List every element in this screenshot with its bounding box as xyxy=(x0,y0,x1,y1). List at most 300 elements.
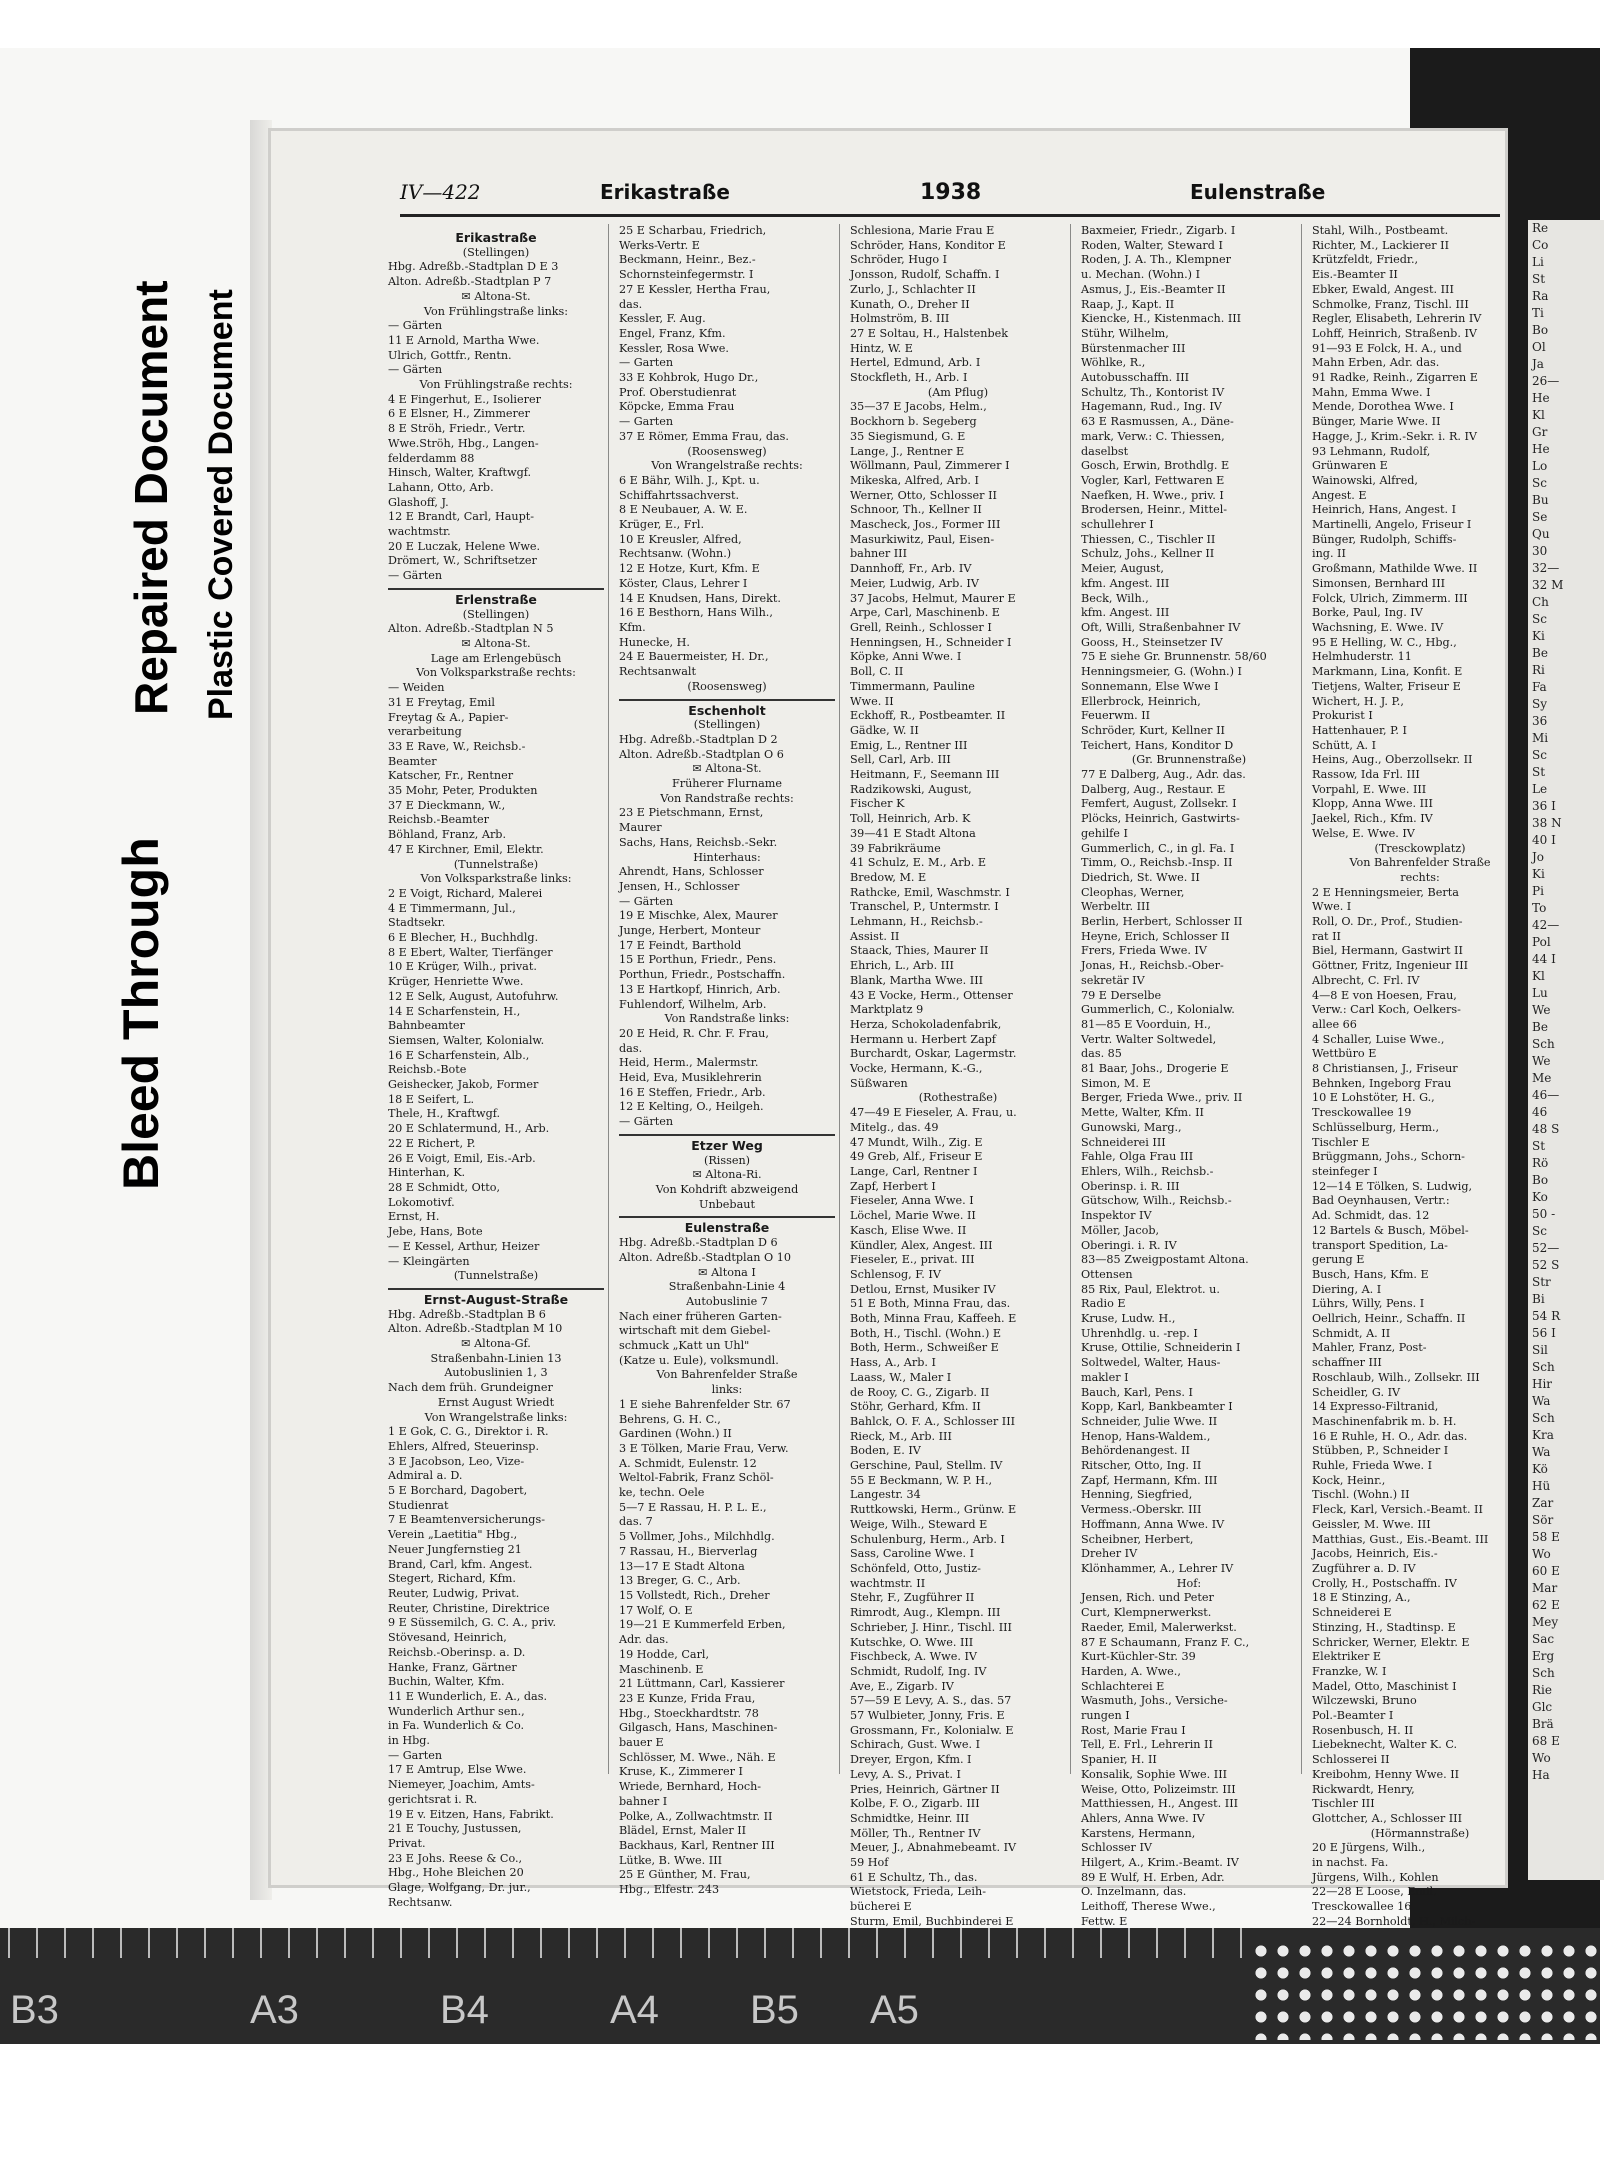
directory-entry: Bauch, Karl, Pens. I xyxy=(1081,1385,1193,1399)
directory-entry: wachtmstr. xyxy=(388,525,451,539)
directory-entry: Kruse, K., Zimmerer I xyxy=(619,1765,743,1779)
directory-entry: Drömert, W., Schriftsetzer xyxy=(388,554,537,568)
directory-entry: Schmidt, A. II xyxy=(1312,1326,1391,1340)
directory-entry: Hbg. Adreßb.-Stadtplan B 6 xyxy=(388,1307,546,1321)
directory-entry: Jebe, Hans, Bote xyxy=(388,1225,483,1239)
directory-entry: 39 Fabrikräume xyxy=(850,841,941,855)
calibration-patch-label: B3 xyxy=(10,1988,59,2032)
directory-entry: Ebker, Ewald, Angest. III xyxy=(1312,282,1454,296)
directory-entry: wirtschaft mit dem Giebel- xyxy=(619,1324,771,1338)
directory-entry: Mette, Walter, Kfm. II xyxy=(1081,1106,1204,1120)
directory-entry: Lehmann, H., Reichsb.- xyxy=(850,915,983,929)
directory-entry: 23 E Kunze, Frida Frau, xyxy=(619,1691,756,1705)
directory-entry: Mahn Erben, Adr. das. xyxy=(1312,356,1440,370)
directory-entry: 6 E Blecher, H., Buchhdlg. xyxy=(388,931,539,945)
ruler-tick xyxy=(904,1928,906,1958)
adjacent-page-text: Hü xyxy=(1532,1479,1551,1493)
adjacent-page-text: Ko xyxy=(1532,1190,1548,1204)
directory-entry: Harden, A. Wwe., xyxy=(1081,1664,1181,1678)
directory-entry: (Katze u. Eule), volksmundl. xyxy=(619,1353,779,1367)
directory-entry: Gerschine, Paul, Stellm. IV xyxy=(850,1459,1003,1473)
directory-entry: Simonsen, Bernhard III xyxy=(1312,576,1446,590)
directory-entry: 5—7 E Rassau, H. P. L. E., xyxy=(619,1500,767,1514)
directory-entry: Maschinenfabrik m. b. H. xyxy=(1312,1414,1457,1428)
directory-entry: 87 E Schaumann, Franz F. C., xyxy=(1081,1635,1250,1649)
adjacent-page-text: Le xyxy=(1532,782,1548,796)
directory-entry: Vocke, Hermann, K.-G., xyxy=(850,1062,983,1076)
ruler-tick xyxy=(484,1928,486,1958)
directory-entry: A. Schmidt, Eulenstr. 12 xyxy=(619,1456,757,1470)
directory-entry: Möller, Jacob, xyxy=(1081,1223,1160,1237)
directory-entry: Henop, Hans-Waldem., xyxy=(1081,1429,1211,1443)
ruler-tick xyxy=(680,1928,682,1958)
directory-entry: Zugführer a. D. IV xyxy=(1312,1561,1416,1575)
directory-entry: Glage, Wolfgang, Dr. jur., xyxy=(388,1881,531,1895)
directory-entry: Lührs, Willy, Pens. I xyxy=(1312,1297,1425,1311)
directory-entry: Alton. Adreßb.-Stadtplan O 10 xyxy=(619,1250,792,1264)
directory-entry: Ernst, H. xyxy=(388,1210,440,1224)
directory-entry: Meier, Ludwig, Arb. IV xyxy=(850,576,979,590)
directory-entry: ing. II xyxy=(1312,547,1346,561)
directory-entry: Hoffmann, Anna Wwe. IV xyxy=(1081,1517,1225,1531)
calibration-dots xyxy=(1250,1940,1600,2040)
directory-entry: Stöhr, Gerhard, Kfm. II xyxy=(850,1400,981,1414)
directory-entry: Fischbeck, A. Wwe. IV xyxy=(850,1650,977,1664)
directory-entry: schullehrer I xyxy=(1081,518,1154,532)
directory-entry: Gooss, H., Steinsetzer IV xyxy=(1081,635,1223,649)
street-heading: Erlenstraße xyxy=(388,588,604,608)
directory-entry: Nach einer früheren Garten- xyxy=(619,1309,782,1323)
directory-entry: Hagemann, Rud., Ing. IV xyxy=(1081,400,1222,414)
directory-entry: Köster, Claus, Lehrer I xyxy=(619,576,748,590)
directory-entry: Laass, W., Maler I xyxy=(850,1370,952,1384)
directory-entry: bücherei E xyxy=(850,1900,912,1914)
directory-entry: Feuerwm. II xyxy=(1081,709,1151,723)
directory-entry: 37 E Dieckmann, W., xyxy=(388,798,506,812)
directory-entry: ✉ Altona-St. xyxy=(461,636,531,650)
directory-entry: Reichsb.-Bote xyxy=(388,1063,467,1077)
directory-entry: Raeder, Emil, Malerwerkst. xyxy=(1081,1620,1237,1634)
directory-entry: bahner III xyxy=(850,547,908,561)
ruler-tick xyxy=(428,1928,430,1958)
directory-entry: Gilgasch, Hans, Maschinen- xyxy=(619,1721,778,1735)
directory-entry: Schnoor, Th., Kellner II xyxy=(850,503,982,517)
ruler-tick xyxy=(596,1928,598,1958)
directory-entry: Martinelli, Angelo, Friseur I xyxy=(1312,518,1472,532)
directory-entry: Both, H., Tischl. (Wohn.) E xyxy=(850,1326,1002,1340)
adjacent-page-text: Pol xyxy=(1532,935,1551,949)
directory-entry: 83—85 Zweigpostamt Altona. xyxy=(1081,1253,1249,1267)
directory-entry: Ottensen xyxy=(1081,1267,1133,1281)
directory-entry: 25 E Günther, M. Frau, xyxy=(619,1868,751,1882)
directory-entry: Kutschke, O. Wwe. III xyxy=(850,1635,974,1649)
directory-entry: (Hörmannstraße) xyxy=(1370,1826,1470,1840)
directory-entry: 16 E Besthorn, Hans Wilh., xyxy=(619,606,773,620)
directory-entry: Katscher, Fr., Rentner xyxy=(388,769,514,783)
directory-entry: schmuck „Katt un Uhl" xyxy=(619,1339,750,1353)
directory-entry: Hbg., Hohe Bleichen 20 xyxy=(388,1866,524,1880)
directory-entry: Klönhammer, A., Lehrer IV xyxy=(1081,1561,1234,1575)
directory-entry: Jonas, H., Reichsb.-Ober- xyxy=(1081,959,1224,973)
column-4 xyxy=(1081,224,1302,1928)
directory-entry: 13 Breger, G. C., Arb. xyxy=(619,1574,741,1588)
adjacent-page-text: 52 S xyxy=(1532,1258,1560,1272)
directory-entry: ✉ Altona-Ri. xyxy=(692,1168,762,1182)
directory-entry: Wöhlke, R., xyxy=(1081,356,1146,370)
directory-entry: Vogler, Karl, Fettwaren E xyxy=(1081,473,1225,487)
adjacent-page-text: Jo xyxy=(1532,850,1545,864)
directory-entry: Transchel, P., Untermstr. I xyxy=(850,900,999,914)
directory-entry: Vertr. Walter Soltwedel, xyxy=(1081,1032,1217,1046)
directory-entry: Fieseler, Anna Wwe. I xyxy=(850,1194,974,1208)
ruler-tick xyxy=(176,1928,178,1958)
directory-entry: Wriede, Bernhard, Hoch- xyxy=(619,1780,762,1794)
directory-entry: Prof. Oberstudienrat xyxy=(619,385,737,399)
directory-entry: Radzikowski, August, xyxy=(850,782,972,796)
directory-entry: Folck, Ulrich, Zimmerm. III xyxy=(1312,591,1468,605)
directory-entry: Göttner, Fritz, Ingenieur III xyxy=(1312,959,1469,973)
directory-entry: Boden, E. IV xyxy=(850,1444,921,1458)
directory-entry: ✉ Altona-St. xyxy=(692,762,762,776)
directory-entry: Alton. Adreßb.-Stadtplan M 10 xyxy=(388,1322,563,1336)
directory-entry: 12 E Selk, August, Autofuhrw. xyxy=(388,989,559,1003)
directory-entry: Roll, O. Dr., Prof., Studien- xyxy=(1312,915,1463,929)
directory-entry: Hermann u. Herbert Zapf xyxy=(850,1032,996,1046)
directory-entry: Nach dem früh. Grundeigner xyxy=(388,1381,553,1395)
directory-entry: Reuter, Ludwig, Privat. xyxy=(388,1586,520,1600)
directory-entry: Schmolke, Franz, Tischl. III xyxy=(1312,297,1469,311)
calibration-patch-label: A4 xyxy=(610,1988,659,2032)
directory-entry: Grossmann, Fr., Kolonialw. E xyxy=(850,1723,1014,1737)
directory-entry: Ritscher, Otto, Ing. II xyxy=(1081,1459,1202,1473)
directory-entry: Ehlers, Alfred, Steuerinsp. xyxy=(388,1439,540,1453)
directory-entry: Scheidler, G. IV xyxy=(1312,1385,1401,1399)
directory-entry: steinfeger I xyxy=(1312,1165,1378,1178)
directory-entry: Hinsch, Walter, Kraftwgf. xyxy=(388,466,532,480)
directory-entry: Kündler, Alex, Angest. III xyxy=(850,1238,993,1252)
directory-entry: Rechtsanw. xyxy=(388,1895,453,1909)
directory-entry: Alton. Adreßb.-Stadtplan P 7 xyxy=(388,275,552,289)
directory-entry: in Hbg. xyxy=(388,1734,430,1748)
directory-entry: Gädke, W. II xyxy=(850,723,919,737)
adjacent-page-text: Sch xyxy=(1532,1666,1555,1680)
directory-entry: 33 E Rave, W., Reichsb.- xyxy=(388,739,526,753)
directory-entry: Ad. Schmidt, das. 12 xyxy=(1312,1209,1430,1223)
directory-entry: Thiessen, C., Tischler II xyxy=(1081,532,1216,546)
directory-entry: Bünger, Marie Wwe. II xyxy=(1312,415,1441,429)
calibration-patch-label: A3 xyxy=(250,1988,299,2032)
directory-entry: Von Wrangelstraße links: xyxy=(424,1410,568,1424)
ruler-tick xyxy=(120,1928,122,1958)
ruler-tick xyxy=(64,1928,66,1958)
calibration-patch-label: B4 xyxy=(440,1988,489,2032)
ruler-tick xyxy=(624,1928,626,1958)
adjacent-page-text: Gr xyxy=(1532,425,1548,439)
adjacent-page-text: 56 I xyxy=(1532,1326,1556,1340)
directory-entry: Bad Oeynhausen, Vertr.: xyxy=(1312,1194,1450,1208)
directory-entry: Studienrat xyxy=(388,1498,449,1512)
directory-entry: Vorpahl, E. Wwe. III xyxy=(1312,782,1427,796)
directory-entry: Adr. das. xyxy=(619,1633,669,1647)
directory-entry: 19—21 E Kummerfeld Erben, xyxy=(619,1618,786,1632)
directory-entry: 21 E Touchy, Justussen, xyxy=(388,1822,522,1836)
directory-entry: Plöcks, Heinrich, Gastwirts- xyxy=(1081,812,1240,826)
directory-entry: Jürgens, Wilh., Kohlen xyxy=(1312,1870,1439,1884)
adjacent-page-text: Mey xyxy=(1532,1615,1559,1629)
directory-entry: Fettw. E xyxy=(1081,1914,1128,1928)
directory-entry: Detlou, Ernst, Musiker IV xyxy=(850,1282,996,1296)
directory-entry: 2 E Henningsmeier, Berta xyxy=(1312,885,1459,899)
directory-entry: Ruhle, Frieda Wwe. I xyxy=(1312,1459,1433,1473)
column-5 xyxy=(1312,224,1532,1928)
directory-entry: Lange, Carl, Rentner I xyxy=(850,1165,978,1178)
directory-entry: Heid, Eva, Musiklehrerin xyxy=(619,1071,762,1085)
directory-entry: Naefken, H. Wwe., priv. I xyxy=(1081,488,1224,502)
adjacent-page-text: Kö xyxy=(1532,1462,1548,1476)
directory-entry: 20 E Heid, R. Chr. F. Frau, xyxy=(619,1026,769,1040)
ruler-tick xyxy=(288,1928,290,1958)
directory-entry: — Gärten xyxy=(388,319,443,333)
directory-entry: Jacobs, Heinrich, Eis.- xyxy=(1312,1547,1438,1561)
adjacent-page-text: Sy xyxy=(1532,697,1547,711)
directory-entry: 41 Schulz, E. M., Arb. E xyxy=(850,856,986,870)
directory-entry: Mende, Dorothea Wwe. I xyxy=(1312,400,1454,414)
directory-entry: Schmidtke, Heinr. III xyxy=(850,1811,970,1825)
directory-entry: 25 E Scharbau, Friedrich, xyxy=(619,224,767,237)
directory-entry: 47 E Kirchner, Emil, Elektr. xyxy=(388,842,544,856)
header-left-street: Erikastraße xyxy=(600,180,730,204)
adjacent-page-text: Sör xyxy=(1532,1513,1554,1527)
ruler-tick xyxy=(988,1928,990,1958)
directory-entry: Engel, Franz, Kfm. xyxy=(619,326,726,340)
directory-entry: Hbg., Stoeckhardtstr. 78 xyxy=(619,1706,759,1720)
directory-entry: Heitmann, F., Seemann III xyxy=(850,768,1000,782)
directory-entry: 18 E Stinzing, A., xyxy=(1312,1591,1411,1605)
directory-entry: 79 E Derselbe xyxy=(1081,988,1162,1002)
directory-entry: Madel, Otto, Maschinist I xyxy=(1312,1679,1457,1693)
directory-entry: Sell, Carl, Arb. III xyxy=(850,753,951,767)
directory-entry: transport Spedition, La- xyxy=(1312,1238,1448,1252)
directory-entry: 81 Baar, Johs., Drogerie E xyxy=(1081,1062,1229,1076)
directory-entry: 59 Hof xyxy=(850,1856,889,1870)
adjacent-page-text: Ja xyxy=(1532,357,1544,371)
directory-entry: Stadtsekr. xyxy=(388,916,446,930)
directory-entry: Fischer K xyxy=(850,797,905,811)
directory-entry: Oberinsp. i. R. III xyxy=(1081,1179,1180,1193)
ruler-tick xyxy=(1240,1928,1242,1958)
directory-entry: Autobuslinie 7 xyxy=(686,1294,768,1308)
directory-entry: Kopp, Karl, Bankbeamter I xyxy=(1081,1400,1233,1414)
directory-entry: 10 E Krüger, Wilh., privat. xyxy=(388,960,537,974)
directory-entry: 10 E Lohstöter, H. G., xyxy=(1312,1091,1435,1105)
directory-entry: Gummerlich, C., Kolonialw. xyxy=(1081,1003,1235,1017)
directory-entry: Diering, A. I xyxy=(1312,1282,1382,1296)
directory-entry: Zurlo, J., Schlachter II xyxy=(850,282,976,296)
directory-entry: 8 E Neubauer, A. W. E. xyxy=(619,503,748,517)
directory-entry: Maurer xyxy=(619,821,662,835)
directory-entry: Wachsning, E. Wwe. IV xyxy=(1312,620,1444,634)
ruler-tick xyxy=(148,1928,150,1958)
directory-entry: 11 E Wunderlich, E. A., das. xyxy=(388,1689,547,1703)
directory-entry: 6 E Elsner, H., Zimmerer xyxy=(388,407,530,421)
directory-entry: Kreibohm, Henny Wwe. II xyxy=(1312,1767,1460,1781)
ruler-tick xyxy=(764,1928,766,1958)
directory-entry: Tietjens, Walter, Friseur E xyxy=(1312,679,1461,693)
directory-entry: Ulrich, Gottfr., Rentn. xyxy=(388,348,512,362)
directory-entry: 21 Lüttmann, Carl, Kassierer xyxy=(619,1677,785,1691)
directory-entry: Roden, Walter, Steward I xyxy=(1081,238,1223,252)
directory-entry: Rieck, M., Arb. III xyxy=(850,1429,952,1443)
directory-entry: Borke, Paul, Ing. IV xyxy=(1312,606,1423,620)
directory-entry: Meuer, J., Abnahmebeamt. IV xyxy=(850,1841,1017,1855)
directory-entry: 35—37 E Jacobs, Helm., xyxy=(850,400,987,414)
directory-entry: Hintz, W. E xyxy=(850,341,913,355)
directory-entry: Rechtsanw. (Wohn.) xyxy=(619,547,732,561)
ruler-tick xyxy=(932,1928,934,1958)
directory-entry: Schrieber, J. Hinr., Tischl. III xyxy=(850,1620,1012,1634)
directory-entry: 85 Rix, Paul, Elektrot. u. xyxy=(1081,1282,1220,1296)
directory-entry: Kfm. xyxy=(619,620,646,634)
directory-entry: Klopp, Anna Wwe. III xyxy=(1312,797,1433,811)
adjacent-page-text: Be xyxy=(1532,646,1548,660)
directory-entry: Brand, Carl, kfm. Angest. xyxy=(388,1557,533,1571)
directory-entry: — Kleingärten xyxy=(388,1254,470,1268)
directory-entry: Ellerbrock, Heinrich, xyxy=(1081,694,1201,708)
directory-entry: Brüggmann, Johs., Schorn- xyxy=(1312,1150,1465,1164)
adjacent-page-text: Ki xyxy=(1532,867,1545,881)
directory-entry: 75 E siehe Gr. Brunnenstr. 58/60 xyxy=(1081,650,1267,664)
label-repaired-document: Repaired Document xyxy=(125,280,177,715)
label-bleed-through: Bleed Through xyxy=(113,837,169,1190)
directory-entry: Scheibner, Herbert, xyxy=(1081,1532,1194,1546)
directory-entry: Roden, J. A. Th., Klempner xyxy=(1081,253,1232,267)
directory-entry: Unbebaut xyxy=(699,1197,755,1211)
directory-entry: 7 Rassau, H., Bierverlag xyxy=(619,1544,758,1558)
adjacent-page-text: Sc xyxy=(1532,1224,1547,1238)
directory-entry: Heins, Aug., Oberzollsekr. II xyxy=(1312,753,1473,767)
directory-entry: Konsalik, Sophie Wwe. III xyxy=(1081,1767,1228,1781)
directory-entry: Matthiessen, H., Angest. III xyxy=(1081,1797,1239,1811)
directory-entry: Jensen, H., Schlosser xyxy=(619,879,740,893)
adjacent-page-text: Wa xyxy=(1532,1394,1551,1408)
ruler-tick xyxy=(1212,1928,1214,1958)
ruler-tick xyxy=(92,1928,94,1958)
directory-entry: Angest. E xyxy=(1312,488,1367,502)
directory-entry: 95 E Helling, W. C., Hbg., xyxy=(1312,635,1457,649)
adjacent-page-fragment xyxy=(1528,220,1604,1880)
directory-entry: 8 E Ebert, Walter, Tierfänger xyxy=(388,945,553,959)
directory-entry: Ruttkowski, Herm., Grünw. E xyxy=(850,1503,1017,1517)
directory-entry: — Gärten xyxy=(388,569,443,583)
directory-entry: Grell, Reinh., Schlosser I xyxy=(850,620,992,634)
directory-entry: Hanke, Franz, Gärtner xyxy=(388,1660,517,1674)
directory-entry: Hertel, Edmund, Arb. I xyxy=(850,356,981,370)
directory-entry: Schulz, Johs., Kellner II xyxy=(1081,547,1215,561)
adjacent-page-text: Zar xyxy=(1532,1496,1554,1510)
ruler-tick xyxy=(820,1928,822,1958)
directory-entry: 14 Expresso-Filtranid, xyxy=(1312,1400,1439,1414)
directory-entry: 37 Jacobs, Helmut, Maurer E xyxy=(850,591,1016,605)
directory-entry: O. Inzelmann, das. xyxy=(1081,1885,1187,1899)
directory-entry: Verein „Laetitia" Hbg., xyxy=(388,1528,518,1542)
adjacent-page-text: Sil xyxy=(1532,1343,1548,1357)
directory-entry: 16 E Ruhle, H. O., Adr. das. xyxy=(1312,1429,1468,1443)
directory-entry: 55 E Beckmann, W. P. H., xyxy=(850,1473,993,1487)
adjacent-page-text: Hir xyxy=(1532,1377,1553,1391)
directory-entry: Schirach, Gust. Wwe. I xyxy=(850,1738,981,1752)
directory-entry: Gummerlich, C., in gl. Fa. I xyxy=(1081,841,1235,855)
directory-entry: Stehr, F., Zugführer II xyxy=(850,1591,975,1605)
adjacent-page-text: Kl xyxy=(1532,969,1545,983)
ruler-tick xyxy=(344,1928,346,1958)
directory-entry: 14 E Knudsen, Hans, Direkt. xyxy=(619,591,781,605)
directory-entry: Schmidt, Rudolf, Ing. IV xyxy=(850,1664,987,1678)
directory-entry: 3 E Jacobson, Leo, Vize- xyxy=(388,1454,525,1468)
ruler-tick xyxy=(736,1928,738,1958)
directory-entry: Böhland, Franz, Arb. xyxy=(388,828,507,842)
adjacent-page-text: 52— xyxy=(1532,1241,1560,1255)
directory-entry: (Gr. Brunnenstraße) xyxy=(1131,753,1247,767)
directory-entry: Krüger, Henriette Wwe. xyxy=(388,975,524,989)
directory-entry: 8 E Ströh, Friedr., Vertr. xyxy=(388,422,526,436)
directory-entry: Schulenburg, Herm., Arb. I xyxy=(850,1532,1005,1546)
ruler-tick xyxy=(1184,1928,1186,1958)
directory-entry: 28 E Schmidt, Otto, xyxy=(388,1181,501,1194)
directory-entry: Albrecht, C. Frl. IV xyxy=(1312,973,1420,987)
directory-entry: Timm, O., Reichsb.-Insp. II xyxy=(1081,856,1233,870)
directory-entry: sekretär IV xyxy=(1081,973,1145,987)
directory-entry: Oft, Willi, Straßenbahner IV xyxy=(1081,620,1241,634)
directory-entry: ke, techn. Oele xyxy=(619,1486,705,1500)
directory-entry: Fieseler, E., privat. III xyxy=(850,1253,975,1267)
directory-entry: Hilgert, A., Krim.-Beamt. IV xyxy=(1081,1856,1239,1870)
directory-entry: Von Frühlingstraße links: xyxy=(423,304,569,318)
directory-entry: daselbst xyxy=(1081,444,1129,458)
directory-entry: Oberingi. i. R. IV xyxy=(1081,1238,1177,1252)
adjacent-page-text: 32— xyxy=(1532,561,1560,575)
directory-entry: (Stellingen) xyxy=(462,245,530,259)
adjacent-page-text: Li xyxy=(1532,255,1544,269)
directory-entry: Radio E xyxy=(1081,1297,1126,1311)
directory-entry: Schneiderei E xyxy=(1312,1606,1392,1620)
adjacent-page-text: Sch xyxy=(1532,1411,1555,1425)
directory-entry: Hof: xyxy=(1176,1576,1202,1590)
directory-entry: Levy, A. S., Privat. I xyxy=(850,1767,961,1781)
directory-entry: Mascheck, Jos., Former III xyxy=(850,518,1001,532)
directory-entry: Oellrich, Heinr., Schaffn. II xyxy=(1312,1312,1466,1326)
directory-entry: Köpke, Anni Wwe. I xyxy=(850,650,962,664)
directory-entry: Matthias, Gust., Eis.-Beamt. III xyxy=(1312,1532,1489,1546)
directory-entry: Kessler, Rosa Wwe. xyxy=(619,341,729,355)
directory-entry: Kasch, Elise Wwe. II xyxy=(850,1223,967,1237)
directory-entry: Lohff, Heinrich, Straßenb. IV xyxy=(1312,326,1477,340)
directory-entry: Kurt-Küchler-Str. 39 xyxy=(1081,1650,1196,1664)
directory-entry: links: xyxy=(711,1383,743,1397)
directory-entry: 27 E Kessler, Hertha Frau, xyxy=(619,282,771,296)
directory-entry: Schornsteinfegermstr. I xyxy=(619,268,754,282)
directory-entry: Asmus, J., Eis.-Beamter II xyxy=(1081,282,1226,296)
directory-entry: 4 E Fingerhut, E., Isolierer xyxy=(388,392,541,406)
directory-entry: Alton. Adreßb.-Stadtplan N 5 xyxy=(388,622,554,636)
adjacent-page-text: Sac xyxy=(1532,1632,1555,1646)
ruler-tick xyxy=(260,1928,262,1958)
directory-entry: Teichert, Hans, Konditor D xyxy=(1081,738,1234,752)
directory-entry: 5 Vollmer, Johs., Milchhdlg. xyxy=(619,1530,775,1544)
directory-entry: 57 Wulbieter, Jonny, Fris. E xyxy=(850,1709,1005,1723)
directory-entry: 57—59 E Levy, A. S., das. 57 xyxy=(850,1694,1012,1708)
adjacent-page-text: Wo xyxy=(1532,1751,1551,1765)
directory-entry: — Garten xyxy=(619,415,674,429)
